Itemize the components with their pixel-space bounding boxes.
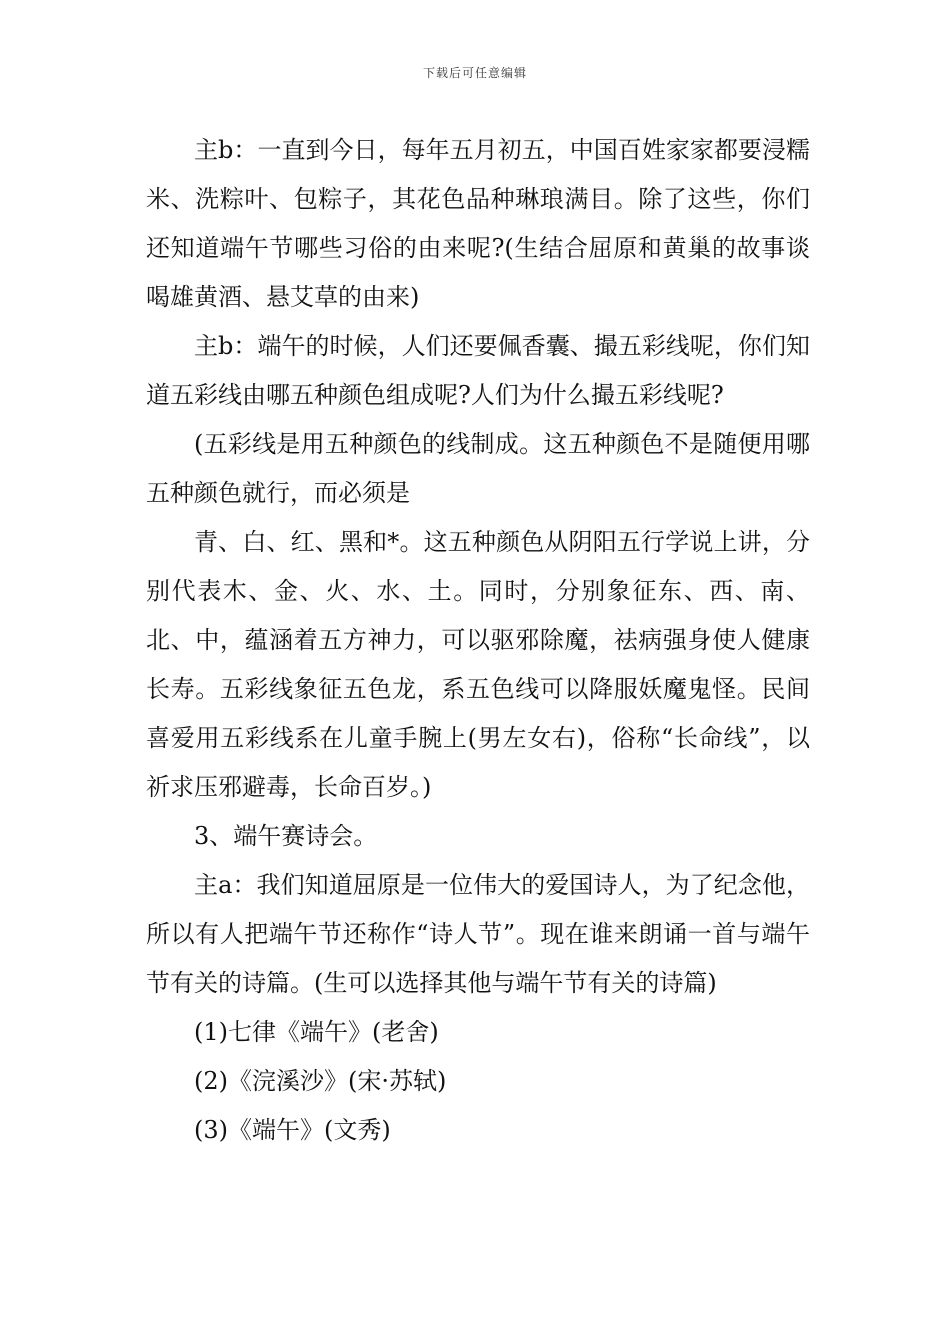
paragraph-poet-festival: 主a：我们知道屈原是一位伟大的爱国诗人，为了纪念他，所以有人把端午节还称作“诗人节”。现在谁来朗诵一首与端午节有关的诗篇。(生可以选择其他与端午节有关的诗篇) <box>146 871 810 997</box>
page-header: 下载后可任意编辑 <box>422 66 527 80</box>
list-item-poem-1: (1)七律《端午》(老舍) <box>194 1018 439 1046</box>
paragraph-customs-origin: 主b：一直到今日，每年五月初五，中国百姓家家都要浸糯米、洗粽叶、包粽子，其花色品种琳琅满目。除了这些，你们还知道端午节哪些习俗的由来呢?(生结合屈原和黄巢的故事谈喝雄黄酒、悬艾草的由来) <box>146 136 810 311</box>
paragraph-five-color-thread-intro: (五彩线是用五种颜色的线制成。这五种颜色不是随便用哪五种颜色就行，而必须是 <box>146 430 810 507</box>
list-item-poem-3: (3)《端午》(文秀) <box>194 1116 391 1144</box>
paragraph-five-color-thread-question: 主b：端午的时候，人们还要佩香囊、撮五彩线呢，你们知道五彩线由哪五种颜色组成呢?人们为什么撮五彩线呢? <box>146 332 810 409</box>
document-body <box>146 126 810 1155</box>
section-heading-poetry: 3、端午赛诗会。 <box>194 822 378 850</box>
list-item-poem-2: (2)《浣溪沙》(宋·苏轼) <box>194 1067 447 1095</box>
paragraph-five-color-meaning: 青、白、红、黑和*。这五种颜色从阴阳五行学说上讲，分别代表木、金、火、水、土。同时，分别象征东、西、南、北、中，蕴涵着五方神力，可以驱邪除魔，祛病强身使人健康长寿。五彩线象征五色龙，系五色线可以降服妖魔鬼怪。民间喜爱用五彩线系在儿童手腕上(男左女右)，俗称“长命线”，以祈求压邪避毒，长命百岁。) <box>146 528 810 801</box>
